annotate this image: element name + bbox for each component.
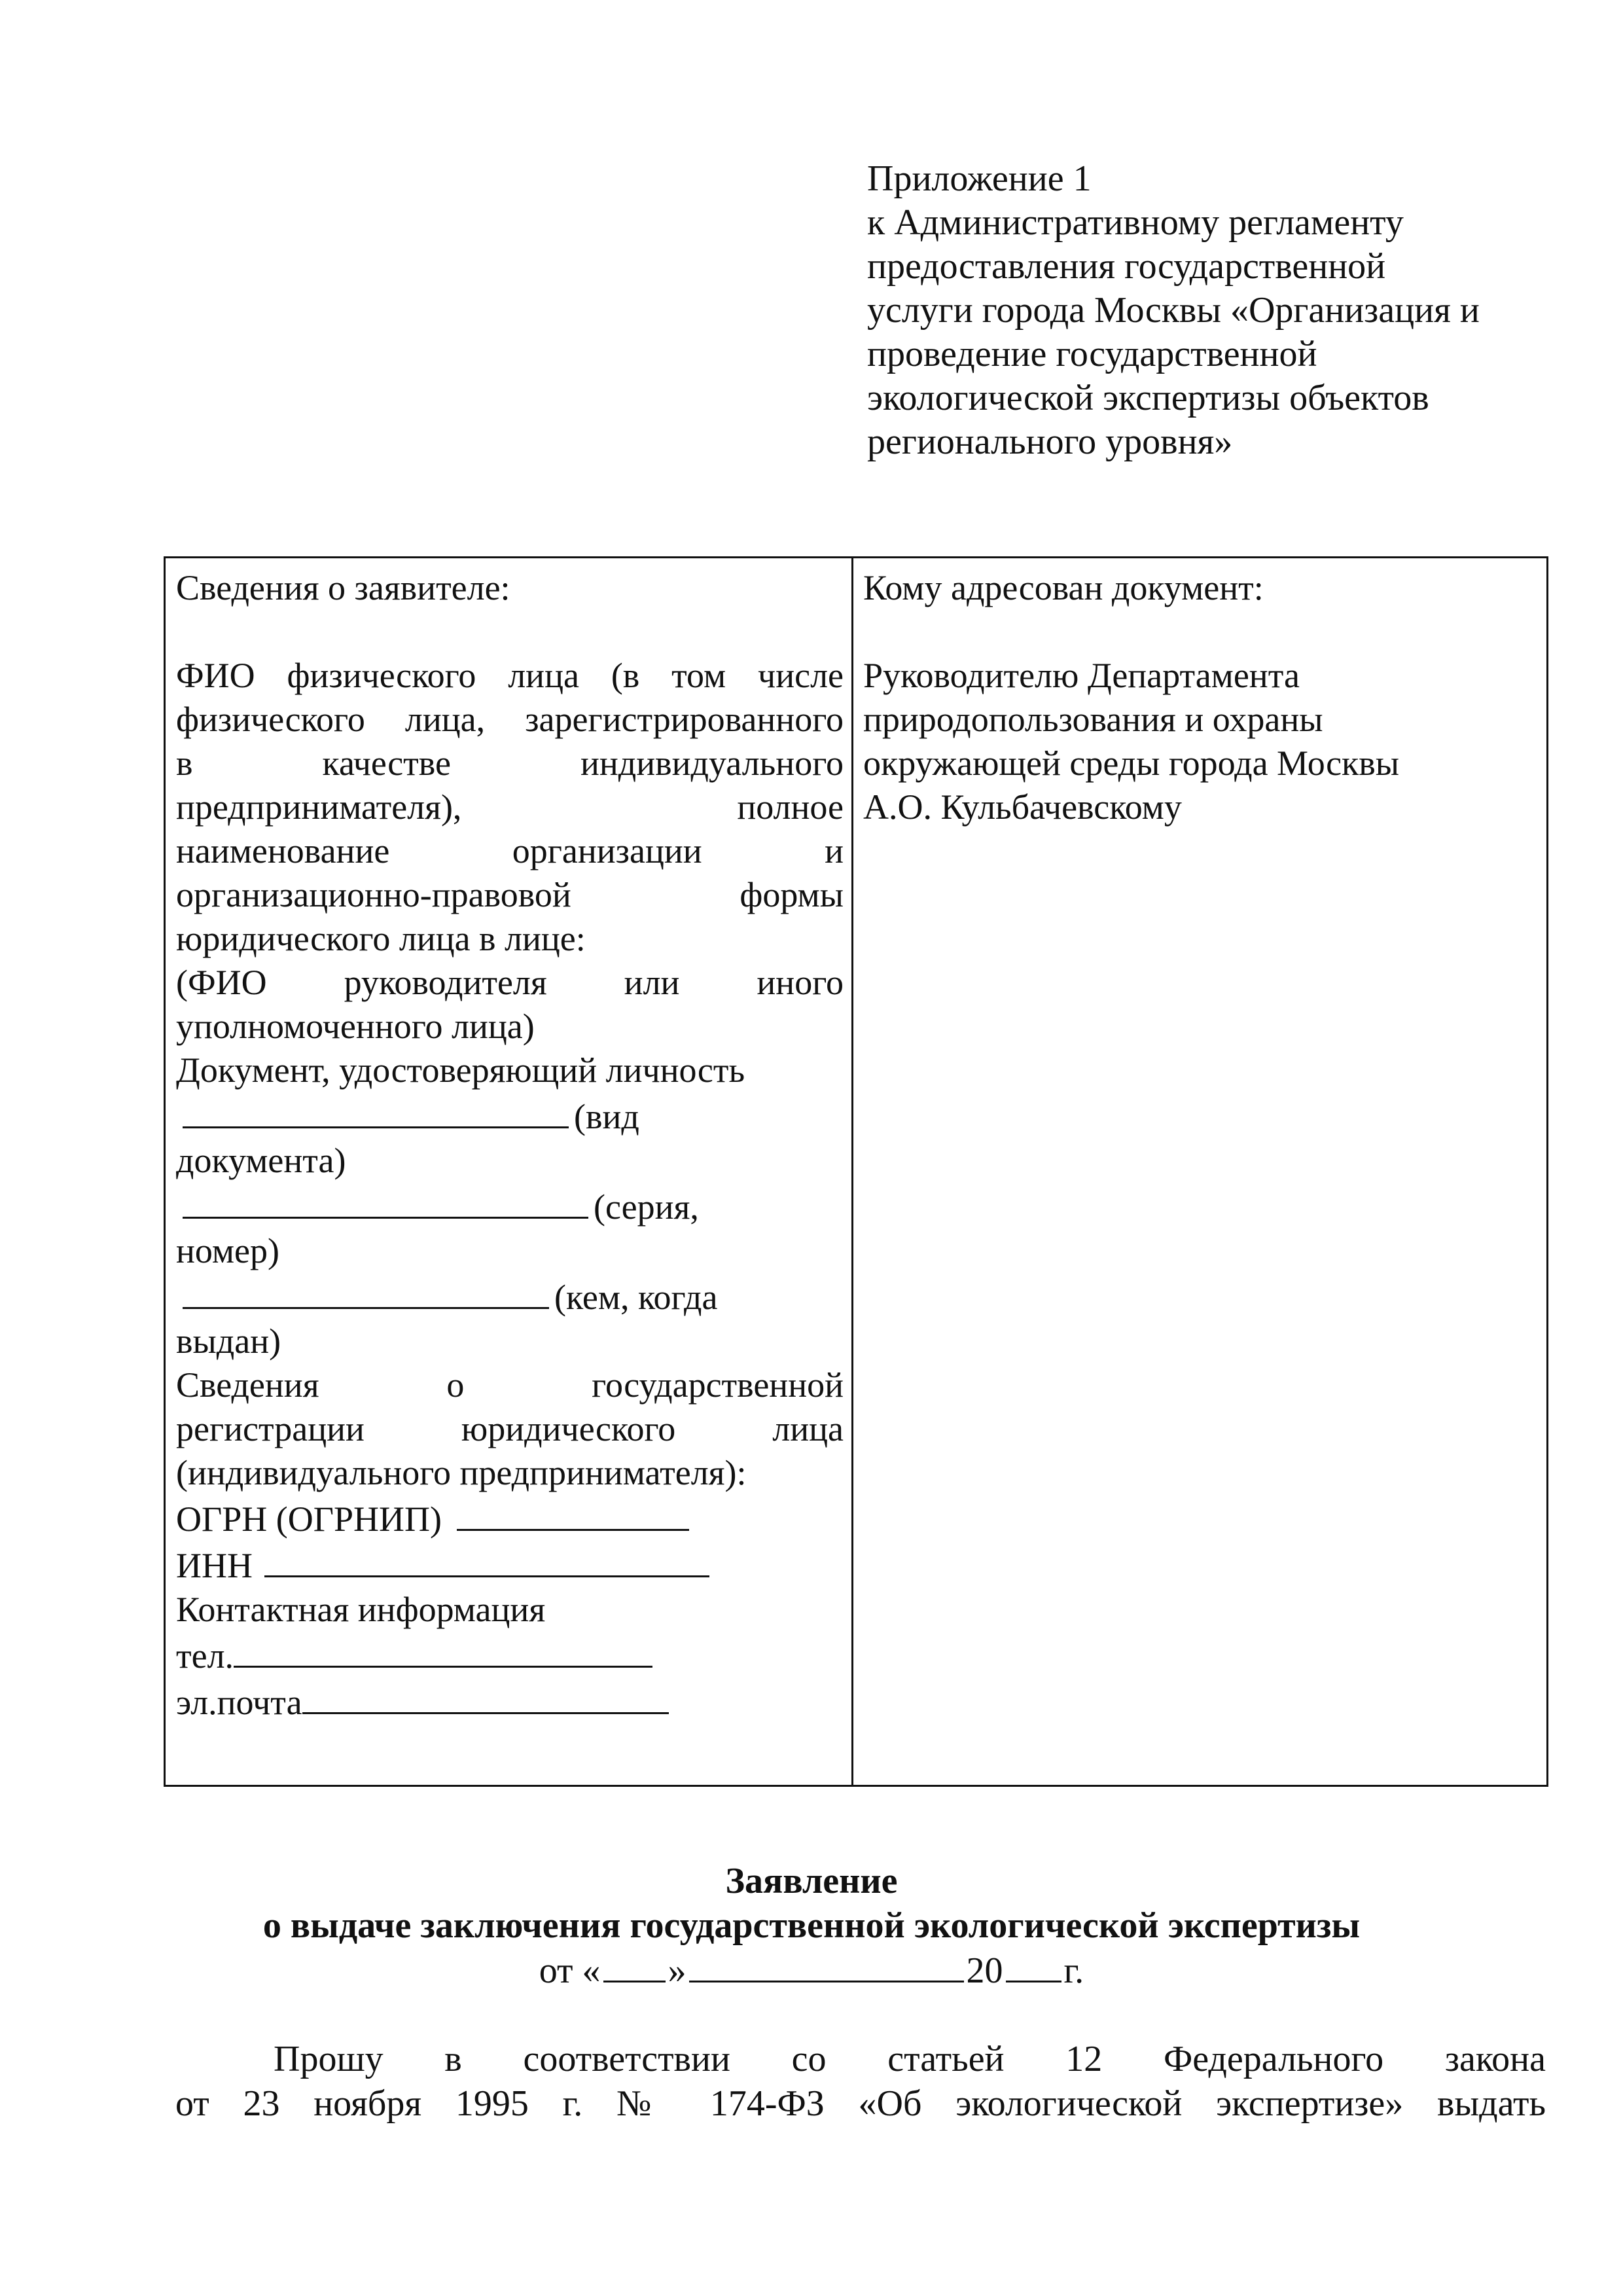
ogrn-label: ОГРН (ОГРНИП)	[176, 1499, 442, 1539]
applicant-header: Сведения о заявителе:	[176, 568, 510, 607]
ogrn-row	[176, 1495, 844, 1541]
issued-row	[176, 1273, 844, 1319]
series-row	[176, 1183, 844, 1229]
series-cont: номер)	[176, 1231, 279, 1270]
id-document-label: Документ, удостоверяющий личность	[176, 1050, 745, 1090]
series-number-blank[interactable]	[183, 1183, 588, 1219]
fio-line: наименование организации и	[176, 831, 844, 870]
applicant-info-table	[164, 556, 1548, 1787]
inn-label: ИНН	[176, 1546, 253, 1585]
inn-row	[176, 1541, 844, 1588]
appendix-line: проведение государственной	[867, 334, 1317, 374]
spacer	[176, 610, 844, 654]
date-year-blank[interactable]	[1006, 1948, 1061, 1982]
addressee-line: Руководителю Департамента	[863, 656, 1300, 695]
statement-subtitle: о выдаче заключения государственной экологической экспертизы	[262, 1905, 1361, 1946]
appendix-line: экологической экспертизы объектов	[867, 378, 1429, 418]
appendix-line: предоставления государственной	[867, 246, 1386, 287]
fio-line: организационно-правовой формы	[176, 875, 844, 914]
request-paragraph	[175, 2037, 1546, 2126]
fio-line: уполномоченного лица)	[176, 1007, 535, 1046]
date-suffix: г.	[1063, 1950, 1084, 1991]
statement-title: Заявление	[725, 1861, 898, 1901]
addressee-line: окружающей среды города Москвы	[863, 744, 1400, 783]
appendix-line: услуги города Москвы «Организация и	[867, 290, 1480, 331]
fio-line: предпринимателя), полное	[176, 787, 844, 827]
issued-cont: выдан)	[176, 1321, 281, 1361]
appendix-line: к Административному регламенту	[867, 202, 1404, 243]
addressee-header: Кому адресован документ:	[863, 568, 1264, 607]
statement-date	[0, 1948, 1623, 1993]
date-quote-close: »	[668, 1950, 687, 1991]
email-row	[176, 1678, 844, 1725]
registration-line: (индивидуального предпринимателя):	[176, 1453, 747, 1492]
phone-blank[interactable]	[234, 1632, 652, 1668]
ogrn-blank[interactable]	[457, 1495, 689, 1531]
series-suffix: (серия,	[594, 1187, 699, 1227]
doc-type-cont: документа)	[176, 1141, 346, 1180]
applicant-cell	[176, 566, 844, 1725]
registration-line: регистрации юридического лица	[176, 1409, 844, 1448]
email-blank[interactable]	[302, 1678, 669, 1714]
phone-row	[176, 1632, 844, 1678]
appendix-line: регионального уровня»	[867, 422, 1233, 462]
addressee-line: А.О. Кульбачевскому	[863, 787, 1182, 827]
spacer	[863, 610, 1531, 654]
table-divider	[851, 558, 853, 1785]
email-label: эл.почта	[176, 1683, 302, 1722]
addressee-line: природопользования и охраны	[863, 700, 1323, 739]
inn-blank[interactable]	[264, 1541, 709, 1577]
date-day-blank[interactable]	[603, 1948, 666, 1982]
issued-by-blank[interactable]	[183, 1273, 549, 1309]
date-month-blank[interactable]	[689, 1948, 964, 1982]
doc-type-suffix: (вид	[574, 1097, 639, 1136]
doc-type-row	[176, 1092, 844, 1139]
paragraph-line: Прошу в соответствии со статьей 12 Федерального закона	[274, 2039, 1546, 2079]
registration-line: Сведения о государственной	[176, 1365, 844, 1405]
contact-label: Контактная информация	[176, 1590, 546, 1629]
statement-heading	[0, 1859, 1623, 1948]
addressee-cell	[863, 566, 1531, 829]
fio-line: физического лица, зарегистрированного	[176, 700, 844, 739]
appendix-line: Приложение 1	[867, 158, 1092, 199]
doc-type-blank[interactable]	[183, 1092, 569, 1128]
fio-line: ФИО физического лица (в том числе	[176, 656, 844, 695]
fio-line: (ФИО руководителя или иного	[176, 963, 844, 1002]
fio-line: юридического лица в лице:	[176, 919, 586, 958]
date-year-prefix: 20	[966, 1950, 1003, 1991]
fio-line: в качестве индивидуального	[176, 744, 844, 783]
appendix-reference	[867, 157, 1561, 464]
date-prefix: от «	[539, 1950, 601, 1991]
issued-suffix: (кем, когда	[554, 1278, 718, 1317]
phone-label: тел.	[176, 1636, 234, 1676]
paragraph-line: от 23 ноября 1995 г. № 174-ФЗ «Об экологической экспертизе» выдать	[175, 2083, 1546, 2124]
